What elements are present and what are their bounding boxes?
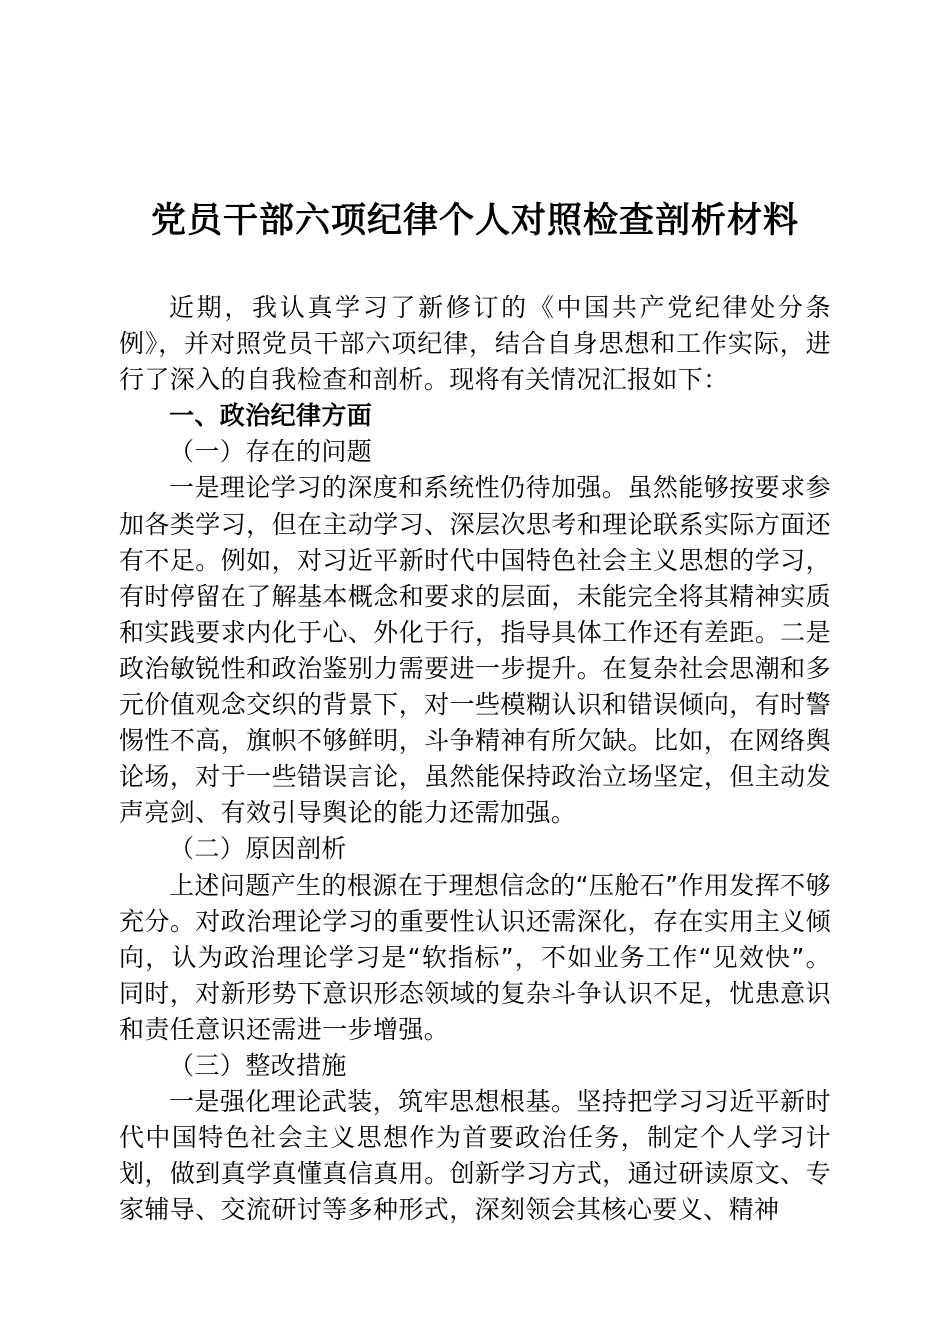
intro-paragraph: 近期，我认真学习了新修订的《中国共产党纪律处分条例》，并对照党员干部六项纪律，结合自身思想和工作实际，进行了深入的自我检查和剖析。现将有关情况汇报如下： [119, 293, 831, 395]
measures-paragraph: 一是强化理论武装，筑牢思想根基。坚持把学习习近平新时代中国特色社会主义思想作为首要政治任务，制定个人学习计划，做到真学真懂真信真用。创新学习方式，通过研读原文、专家辅导、交流研讨等多种形式，深刻领会其核心要义、精神 [119, 1087, 831, 1225]
section-heading-political-discipline: 一、政治纪律方面 [169, 401, 373, 431]
subsection-heading-measures: （三）整改措施 [169, 1050, 347, 1080]
causes-paragraph: 上述问题产生的根源在于理想信念的“压舱石”作用发挥不够充分。对政治理论学习的重要性认识还需深化，存在实用主义倾向，认为政治理论学习是“软指标”，不如业务工作“见效快”。同时，对新形势下意识形态领域的复杂斗争认识不足，忧患意识和责任意识还需进一步增强。 [119, 870, 831, 1044]
subsection-heading-problems: （一）存在的问题 [169, 437, 373, 467]
document-body [119, 290, 831, 1228]
problems-paragraph: 一是理论学习的深度和系统性仍待加强。虽然能够按要求参加各类学习，但在主动学习、深层次思考和理论联系实际方面还有不足。例如，对习近平新时代中国特色社会主义思想的学习，有时停留在了解基本概念和要求的层面，未能完全将其精神实质和实践要求内化于心、外化于行，指导具体工作还有差距。二是政治敏锐性和政治鉴别力需要进一步提升。在复杂社会思潮和多元价值观念交织的背景下，对一些模糊认识和错误倾向，有时警惕性不高，旗帜不够鲜明，斗争精神有所欠缺。比如，在网络舆论场，对于一些错误言论，虽然能保持政治立场坚定，但主动发声亮剑、有效引导舆论的能力还需加强。 [119, 473, 831, 828]
subsection-heading-causes: （二）原因剖析 [169, 834, 347, 864]
document-title: 党员干部六项纪律个人对照检查剖析材料 [150, 200, 799, 241]
